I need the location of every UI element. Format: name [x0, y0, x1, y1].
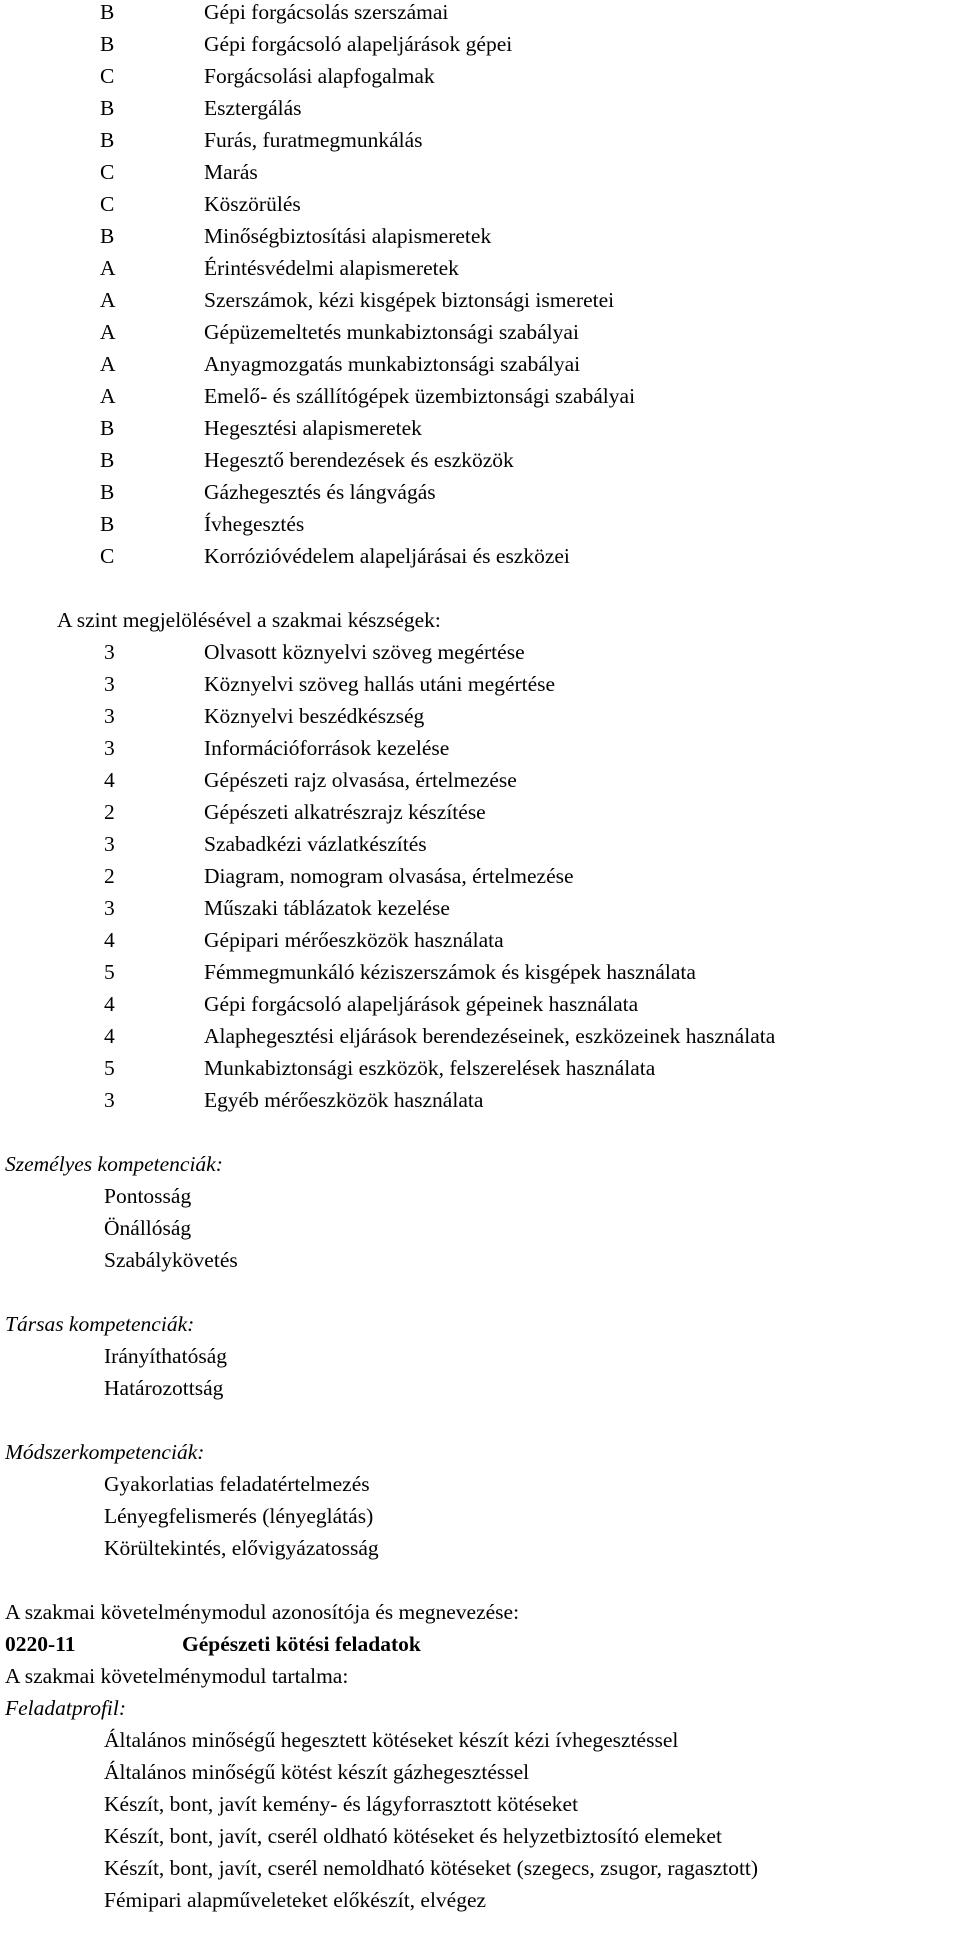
skill-level: 3	[104, 832, 115, 856]
method-heading: Módszerkompetenciák:	[5, 1440, 205, 1464]
knowledge-text: Esztergálás	[204, 96, 302, 120]
profile-item: Készít, bont, javít kemény- és lágyforrasztott kötéseket	[104, 1792, 579, 1816]
skill-text: Műszaki táblázatok kezelése	[204, 896, 450, 920]
profile-item: Általános minőségű hegesztett kötéseket készít kézi ívhegesztéssel	[104, 1728, 679, 1752]
level-letter: A	[100, 288, 116, 312]
skills-heading: A szint megjelölésével a szakmai készségek:	[57, 608, 441, 632]
level-letter: C	[100, 192, 115, 216]
knowledge-text: Furás, furatmegmunkálás	[204, 128, 423, 152]
level-letter: B	[100, 96, 115, 120]
personal-item: Önállóság	[104, 1216, 192, 1240]
level-letter: B	[100, 448, 115, 472]
skill-level: 4	[104, 992, 115, 1016]
knowledge-text: Forgácsolási alapfogalmak	[204, 64, 435, 88]
module-id-heading: A szakmai követelménymodul azonosítója és megnevezése:	[5, 1600, 520, 1624]
skill-level: 3	[104, 736, 115, 760]
skill-text: Gépi forgácsoló alapeljárások gépeinek használata	[204, 992, 639, 1016]
skill-text: Olvasott köznyelvi szöveg megértése	[204, 640, 525, 664]
knowledge-text: Minőségbiztosítási alapismeretek	[204, 224, 492, 248]
personal-item: Pontosság	[104, 1184, 192, 1208]
knowledge-text: Hegesztési alapismeretek	[204, 416, 422, 440]
knowledge-text: Korrózióvédelem alapeljárásai és eszközei	[204, 544, 570, 568]
skill-text: Köznyelvi szöveg hallás utáni megértése	[204, 672, 556, 696]
knowledge-text: Érintésvédelmi alapismeretek	[204, 256, 459, 280]
social-heading: Társas kompetenciák:	[5, 1312, 195, 1336]
skill-level: 5	[104, 1056, 115, 1080]
skill-text: Köznyelvi beszédkészség	[204, 704, 425, 728]
skill-level: 5	[104, 960, 115, 984]
level-letter: A	[100, 352, 116, 376]
skill-text: Gépipari mérőeszközök használata	[204, 928, 504, 952]
level-letter: B	[100, 416, 115, 440]
module-content-heading: A szakmai követelménymodul tartalma:	[5, 1664, 349, 1688]
level-letter: A	[100, 320, 116, 344]
level-letter: C	[100, 64, 115, 88]
method-item: Körültekintés, elővigyázatosság	[104, 1536, 379, 1560]
profile-item: Készít, bont, javít, cserél oldható kötéseket és helyzetbiztosító elemeket	[104, 1824, 722, 1848]
skill-text: Fémmegmunkáló kéziszerszámok és kisgépek használata	[204, 960, 696, 984]
knowledge-text: Szerszámok, kézi kisgépek biztonsági ismeretei	[204, 288, 615, 312]
skill-text: Munkabiztonsági eszközök, felszerelések használata	[204, 1056, 656, 1080]
profile-heading: Feladatprofil:	[5, 1696, 127, 1720]
skill-level: 4	[104, 768, 115, 792]
skill-text: Gépészeti alkatrészrajz készítése	[204, 800, 486, 824]
knowledge-text: Hegesztő berendezések és eszközök	[204, 448, 514, 472]
module-name: Gépészeti kötési feladatok	[182, 1632, 421, 1656]
knowledge-text: Emelő- és szállítógépek üzembiztonsági szabályai	[204, 384, 636, 408]
skill-text: Diagram, nomogram olvasása, értelmezése	[204, 864, 574, 888]
skill-text: Alaphegesztési eljárások berendezéseinek, eszközeinek használata	[204, 1024, 776, 1048]
skill-level: 3	[104, 896, 115, 920]
knowledge-text: Gépi forgácsolás szerszámai	[204, 0, 449, 24]
level-letter: B	[100, 512, 115, 536]
skill-level: 3	[104, 1088, 115, 1112]
skill-level: 4	[104, 928, 115, 952]
profile-item: Készít, bont, javít, cserél nemoldható kötéseket (szegecs, zsugor, ragasztott)	[104, 1856, 759, 1880]
skill-level: 4	[104, 1024, 115, 1048]
knowledge-text: Köszörülés	[204, 192, 301, 216]
level-letter: A	[100, 384, 116, 408]
skill-level: 2	[104, 800, 115, 824]
knowledge-text: Gázhegesztés és lángvágás	[204, 480, 436, 504]
skill-text: Egyéb mérőeszközök használata	[204, 1088, 484, 1112]
skill-level: 2	[104, 864, 115, 888]
personal-heading: Személyes kompetenciák:	[5, 1152, 223, 1176]
method-item: Gyakorlatias feladatértelmezés	[104, 1472, 370, 1496]
knowledge-text: Anyagmozgatás munkabiztonsági szabályai	[204, 352, 581, 376]
knowledge-text: Ívhegesztés	[204, 512, 305, 536]
level-letter: B	[100, 32, 115, 56]
module-code: 0220-11	[5, 1632, 76, 1656]
skill-level: 3	[104, 640, 115, 664]
level-letter: C	[100, 160, 115, 184]
skill-level: 3	[104, 672, 115, 696]
level-letter: B	[100, 0, 115, 24]
skill-level: 3	[104, 704, 115, 728]
level-letter: C	[100, 544, 115, 568]
profile-item: Fémipari alapműveleteket előkészít, elvégez	[104, 1888, 487, 1912]
knowledge-text: Gépüzemeltetés munkabiztonsági szabályai	[204, 320, 579, 344]
social-item: Határozottság	[104, 1376, 224, 1400]
method-item: Lényegfelismerés (lényeglátás)	[104, 1504, 374, 1528]
skill-text: Gépészeti rajz olvasása, értelmezése	[204, 768, 517, 792]
skill-text: Információforrások kezelése	[204, 736, 450, 760]
level-letter: B	[100, 480, 115, 504]
social-item: Irányíthatóság	[104, 1344, 227, 1368]
level-letter: A	[100, 256, 116, 280]
knowledge-text: Gépi forgácsoló alapeljárások gépei	[204, 32, 513, 56]
level-letter: B	[100, 128, 115, 152]
level-letter: B	[100, 224, 115, 248]
knowledge-text: Marás	[204, 160, 258, 184]
profile-item: Általános minőségű kötést készít gázhegesztéssel	[104, 1760, 530, 1784]
personal-item: Szabálykövetés	[104, 1248, 238, 1272]
skill-text: Szabadkézi vázlatkészítés	[204, 832, 427, 856]
